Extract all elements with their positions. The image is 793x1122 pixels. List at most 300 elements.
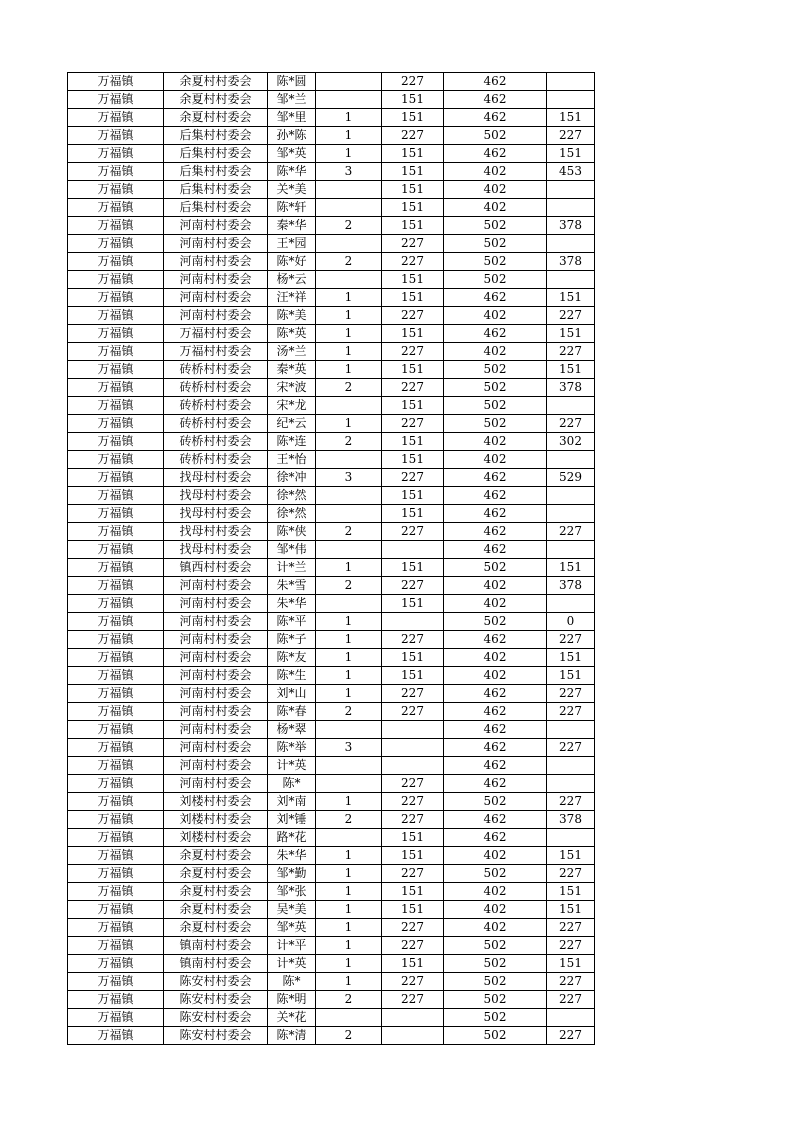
cell-amount-b: 462	[444, 145, 547, 163]
cell-name: 陈*	[268, 973, 316, 991]
cell-name: 汪*祥	[268, 289, 316, 307]
cell-count	[316, 91, 382, 109]
table-row	[68, 757, 595, 775]
cell-amount-a: 227	[382, 685, 444, 703]
table-row	[68, 523, 595, 541]
cell-count: 1	[316, 145, 382, 163]
table-row	[68, 289, 595, 307]
cell-total: 151	[547, 901, 595, 919]
cell-count: 3	[316, 469, 382, 487]
cell-amount-b: 502	[444, 397, 547, 415]
cell-amount-b: 462	[444, 109, 547, 127]
table-row	[68, 163, 595, 181]
cell-committee: 找母村村委会	[164, 487, 268, 505]
cell-amount-a: 227	[382, 415, 444, 433]
cell-count: 1	[316, 613, 382, 631]
cell-committee: 河南村村委会	[164, 253, 268, 271]
cell-amount-a	[382, 613, 444, 631]
cell-amount-b: 462	[444, 487, 547, 505]
cell-committee: 陈安村村委会	[164, 1009, 268, 1027]
cell-total: 0	[547, 613, 595, 631]
cell-name: 杨*云	[268, 271, 316, 289]
cell-name: 邹*里	[268, 109, 316, 127]
cell-count: 1	[316, 883, 382, 901]
cell-town: 万福镇	[68, 937, 164, 955]
cell-count: 1	[316, 973, 382, 991]
cell-town: 万福镇	[68, 811, 164, 829]
cell-amount-b: 402	[444, 919, 547, 937]
table-row	[68, 919, 595, 937]
cell-town: 万福镇	[68, 199, 164, 217]
cell-count	[316, 721, 382, 739]
cell-name: 计*平	[268, 937, 316, 955]
cell-committee: 后集村村委会	[164, 163, 268, 181]
table-row	[68, 307, 595, 325]
cell-count: 3	[316, 739, 382, 757]
cell-amount-a: 151	[382, 181, 444, 199]
cell-total	[547, 181, 595, 199]
table-row	[68, 793, 595, 811]
cell-town: 万福镇	[68, 145, 164, 163]
cell-committee: 镇南村村委会	[164, 955, 268, 973]
cell-count	[316, 829, 382, 847]
cell-amount-b: 462	[444, 505, 547, 523]
cell-amount-a	[382, 757, 444, 775]
cell-town: 万福镇	[68, 649, 164, 667]
cell-amount-b: 402	[444, 181, 547, 199]
cell-name: 邹*伟	[268, 541, 316, 559]
cell-amount-a: 151	[382, 109, 444, 127]
cell-count: 1	[316, 919, 382, 937]
cell-committee: 砖桥村村委会	[164, 379, 268, 397]
table-row	[68, 883, 595, 901]
cell-amount-b: 462	[444, 685, 547, 703]
cell-amount-b: 402	[444, 343, 547, 361]
cell-name: 朱*华	[268, 595, 316, 613]
table-row	[68, 145, 595, 163]
cell-committee: 陈安村村委会	[164, 973, 268, 991]
table-row	[68, 487, 595, 505]
table-row	[68, 469, 595, 487]
cell-count	[316, 451, 382, 469]
cell-amount-b: 402	[444, 649, 547, 667]
cell-amount-b: 462	[444, 469, 547, 487]
cell-name: 陈*友	[268, 649, 316, 667]
cell-committee: 河南村村委会	[164, 235, 268, 253]
cell-town: 万福镇	[68, 955, 164, 973]
cell-total: 227	[547, 127, 595, 145]
cell-committee: 镇西村村委会	[164, 559, 268, 577]
cell-total: 151	[547, 109, 595, 127]
table-row	[68, 451, 595, 469]
cell-amount-a: 151	[382, 361, 444, 379]
cell-name: 陈*春	[268, 703, 316, 721]
cell-count: 1	[316, 559, 382, 577]
cell-town: 万福镇	[68, 253, 164, 271]
cell-town: 万福镇	[68, 829, 164, 847]
cell-count	[316, 541, 382, 559]
cell-count: 2	[316, 577, 382, 595]
cell-count: 1	[316, 649, 382, 667]
cell-total	[547, 487, 595, 505]
cell-total	[547, 73, 595, 91]
cell-town: 万福镇	[68, 289, 164, 307]
cell-name: 陈*平	[268, 613, 316, 631]
cell-count: 2	[316, 379, 382, 397]
cell-count	[316, 757, 382, 775]
cell-committee: 河南村村委会	[164, 595, 268, 613]
cell-amount-a: 227	[382, 253, 444, 271]
cell-total	[547, 199, 595, 217]
table-row	[68, 829, 595, 847]
cell-town: 万福镇	[68, 991, 164, 1009]
cell-name: 刘*锤	[268, 811, 316, 829]
cell-name: 陈*侠	[268, 523, 316, 541]
cell-count	[316, 199, 382, 217]
cell-total	[547, 757, 595, 775]
cell-committee: 河南村村委会	[164, 289, 268, 307]
table-row	[68, 217, 595, 235]
cell-town: 万福镇	[68, 595, 164, 613]
cell-committee: 后集村村委会	[164, 127, 268, 145]
cell-amount-b: 502	[444, 865, 547, 883]
cell-count: 1	[316, 361, 382, 379]
cell-count: 1	[316, 685, 382, 703]
cell-total	[547, 829, 595, 847]
cell-amount-b: 402	[444, 595, 547, 613]
cell-committee: 余夏村村委会	[164, 919, 268, 937]
cell-count	[316, 73, 382, 91]
cell-town: 万福镇	[68, 73, 164, 91]
cell-town: 万福镇	[68, 235, 164, 253]
table-row	[68, 433, 595, 451]
cell-amount-b: 502	[444, 991, 547, 1009]
cell-name: 路*花	[268, 829, 316, 847]
table-row	[68, 721, 595, 739]
cell-town: 万福镇	[68, 973, 164, 991]
cell-name: 陈*美	[268, 307, 316, 325]
cell-count: 2	[316, 703, 382, 721]
cell-committee: 后集村村委会	[164, 145, 268, 163]
cell-amount-a	[382, 739, 444, 757]
cell-total: 151	[547, 325, 595, 343]
cell-amount-a: 151	[382, 955, 444, 973]
cell-total: 227	[547, 415, 595, 433]
cell-amount-b: 462	[444, 775, 547, 793]
cell-amount-b: 502	[444, 379, 547, 397]
cell-town: 万福镇	[68, 775, 164, 793]
table-row	[68, 541, 595, 559]
cell-committee: 找母村村委会	[164, 523, 268, 541]
cell-count	[316, 181, 382, 199]
cell-total: 227	[547, 703, 595, 721]
cell-total: 151	[547, 559, 595, 577]
cell-amount-a: 151	[382, 901, 444, 919]
cell-town: 万福镇	[68, 181, 164, 199]
cell-amount-a: 227	[382, 235, 444, 253]
cell-amount-a	[382, 721, 444, 739]
cell-amount-b: 402	[444, 163, 547, 181]
cell-name: 宋*波	[268, 379, 316, 397]
cell-name: 杨*翠	[268, 721, 316, 739]
cell-town: 万福镇	[68, 613, 164, 631]
cell-committee: 河南村村委会	[164, 649, 268, 667]
cell-name: 王*怡	[268, 451, 316, 469]
cell-name: 邹*兰	[268, 91, 316, 109]
cell-committee: 万福村村委会	[164, 343, 268, 361]
cell-total: 151	[547, 955, 595, 973]
cell-town: 万福镇	[68, 127, 164, 145]
cell-total: 227	[547, 739, 595, 757]
table-row	[68, 955, 595, 973]
cell-amount-b: 402	[444, 901, 547, 919]
cell-town: 万福镇	[68, 271, 164, 289]
cell-committee: 河南村村委会	[164, 577, 268, 595]
cell-amount-b: 502	[444, 253, 547, 271]
cell-amount-b: 502	[444, 613, 547, 631]
cell-committee: 镇南村村委会	[164, 937, 268, 955]
cell-amount-b: 462	[444, 739, 547, 757]
cell-name: 汤*兰	[268, 343, 316, 361]
cell-amount-a: 151	[382, 505, 444, 523]
cell-amount-b: 502	[444, 217, 547, 235]
cell-amount-a: 227	[382, 127, 444, 145]
cell-name: 邹*张	[268, 883, 316, 901]
cell-committee: 河南村村委会	[164, 307, 268, 325]
cell-committee: 河南村村委会	[164, 631, 268, 649]
cell-amount-b: 402	[444, 667, 547, 685]
cell-amount-a: 151	[382, 847, 444, 865]
table-row	[68, 361, 595, 379]
cell-town: 万福镇	[68, 739, 164, 757]
cell-town: 万福镇	[68, 325, 164, 343]
table-row	[68, 91, 595, 109]
cell-town: 万福镇	[68, 577, 164, 595]
cell-total	[547, 1009, 595, 1027]
cell-amount-b: 502	[444, 937, 547, 955]
cell-committee: 陈安村村委会	[164, 1027, 268, 1045]
cell-count	[316, 1009, 382, 1027]
cell-town: 万福镇	[68, 919, 164, 937]
cell-committee: 余夏村村委会	[164, 91, 268, 109]
cell-amount-b: 402	[444, 847, 547, 865]
cell-name: 计*英	[268, 757, 316, 775]
table-row	[68, 559, 595, 577]
cell-amount-a: 151	[382, 163, 444, 181]
cell-count: 1	[316, 109, 382, 127]
cell-name: 陈*好	[268, 253, 316, 271]
table-row	[68, 235, 595, 253]
cell-amount-a: 151	[382, 91, 444, 109]
cell-committee: 砖桥村村委会	[164, 397, 268, 415]
cell-count	[316, 595, 382, 613]
cell-amount-a	[382, 1009, 444, 1027]
cell-amount-a: 227	[382, 631, 444, 649]
cell-total: 227	[547, 631, 595, 649]
cell-amount-a: 227	[382, 919, 444, 937]
cell-amount-a: 227	[382, 307, 444, 325]
cell-town: 万福镇	[68, 703, 164, 721]
table-row	[68, 73, 595, 91]
cell-amount-a: 151	[382, 289, 444, 307]
table-row	[68, 613, 595, 631]
cell-total: 453	[547, 163, 595, 181]
cell-total: 227	[547, 1027, 595, 1045]
cell-committee: 刘楼村村委会	[164, 811, 268, 829]
cell-amount-a: 227	[382, 775, 444, 793]
data-table	[67, 72, 595, 1045]
cell-total: 529	[547, 469, 595, 487]
cell-total	[547, 595, 595, 613]
cell-name: 邹*英	[268, 145, 316, 163]
cell-name: 陈*举	[268, 739, 316, 757]
cell-amount-b: 402	[444, 307, 547, 325]
cell-name: 关*花	[268, 1009, 316, 1027]
cell-amount-a: 151	[382, 649, 444, 667]
cell-committee: 砖桥村村委会	[164, 415, 268, 433]
cell-count	[316, 397, 382, 415]
cell-amount-a: 227	[382, 973, 444, 991]
cell-total	[547, 451, 595, 469]
cell-amount-b: 502	[444, 127, 547, 145]
cell-count	[316, 235, 382, 253]
cell-name: 陈*圆	[268, 73, 316, 91]
cell-committee: 找母村村委会	[164, 505, 268, 523]
cell-amount-b: 502	[444, 415, 547, 433]
cell-amount-a: 151	[382, 829, 444, 847]
cell-total	[547, 775, 595, 793]
table-row	[68, 1009, 595, 1027]
cell-name: 纪*云	[268, 415, 316, 433]
cell-name: 徐*然	[268, 487, 316, 505]
table-row	[68, 271, 595, 289]
cell-town: 万福镇	[68, 343, 164, 361]
cell-name: 关*美	[268, 181, 316, 199]
cell-count: 1	[316, 325, 382, 343]
cell-amount-b: 402	[444, 451, 547, 469]
cell-amount-a: 151	[382, 217, 444, 235]
cell-amount-a: 227	[382, 937, 444, 955]
cell-total: 227	[547, 343, 595, 361]
table-row	[68, 775, 595, 793]
cell-total: 227	[547, 973, 595, 991]
cell-name: 秦*华	[268, 217, 316, 235]
cell-total: 227	[547, 685, 595, 703]
cell-committee: 找母村村委会	[164, 469, 268, 487]
cell-town: 万福镇	[68, 1027, 164, 1045]
cell-committee: 余夏村村委会	[164, 883, 268, 901]
cell-name: 陈*生	[268, 667, 316, 685]
cell-town: 万福镇	[68, 163, 164, 181]
cell-town: 万福镇	[68, 307, 164, 325]
cell-total	[547, 397, 595, 415]
cell-committee: 陈安村村委会	[164, 991, 268, 1009]
cell-name: 邹*英	[268, 919, 316, 937]
cell-name: 邹*勤	[268, 865, 316, 883]
cell-town: 万福镇	[68, 901, 164, 919]
cell-total: 151	[547, 145, 595, 163]
cell-total: 227	[547, 937, 595, 955]
cell-total: 227	[547, 919, 595, 937]
cell-committee: 河南村村委会	[164, 739, 268, 757]
cell-count: 1	[316, 289, 382, 307]
cell-amount-a: 151	[382, 145, 444, 163]
cell-town: 万福镇	[68, 361, 164, 379]
table-row	[68, 325, 595, 343]
cell-count: 1	[316, 631, 382, 649]
cell-count: 2	[316, 433, 382, 451]
cell-name: 徐*冲	[268, 469, 316, 487]
cell-town: 万福镇	[68, 559, 164, 577]
table-row	[68, 631, 595, 649]
cell-amount-b: 502	[444, 1027, 547, 1045]
table-body	[68, 73, 595, 1045]
cell-total	[547, 271, 595, 289]
cell-committee: 余夏村村委会	[164, 865, 268, 883]
table-row	[68, 577, 595, 595]
cell-town: 万福镇	[68, 757, 164, 775]
cell-count: 2	[316, 253, 382, 271]
cell-total: 151	[547, 361, 595, 379]
cell-amount-b: 462	[444, 703, 547, 721]
cell-amount-b: 462	[444, 721, 547, 739]
cell-amount-a	[382, 1027, 444, 1045]
cell-town: 万福镇	[68, 415, 164, 433]
cell-name: 徐*然	[268, 505, 316, 523]
table-row	[68, 865, 595, 883]
cell-committee: 河南村村委会	[164, 271, 268, 289]
table-row	[68, 199, 595, 217]
cell-committee: 找母村村委会	[164, 541, 268, 559]
cell-amount-b: 462	[444, 829, 547, 847]
cell-amount-b: 502	[444, 973, 547, 991]
cell-amount-b: 462	[444, 757, 547, 775]
cell-total: 151	[547, 883, 595, 901]
cell-committee: 砖桥村村委会	[164, 433, 268, 451]
cell-amount-b: 502	[444, 955, 547, 973]
cell-amount-a: 151	[382, 595, 444, 613]
cell-amount-a: 151	[382, 559, 444, 577]
cell-total: 227	[547, 307, 595, 325]
cell-total	[547, 505, 595, 523]
cell-amount-b: 462	[444, 91, 547, 109]
table-row	[68, 253, 595, 271]
cell-amount-a: 151	[382, 667, 444, 685]
cell-town: 万福镇	[68, 379, 164, 397]
cell-amount-b: 462	[444, 289, 547, 307]
cell-town: 万福镇	[68, 541, 164, 559]
cell-total: 151	[547, 289, 595, 307]
cell-amount-a: 151	[382, 451, 444, 469]
cell-committee: 河南村村委会	[164, 613, 268, 631]
cell-committee: 河南村村委会	[164, 757, 268, 775]
cell-amount-b: 502	[444, 271, 547, 289]
cell-count: 3	[316, 163, 382, 181]
table-row	[68, 1027, 595, 1045]
cell-count: 1	[316, 847, 382, 865]
cell-name: 计*兰	[268, 559, 316, 577]
cell-total: 302	[547, 433, 595, 451]
cell-committee: 后集村村委会	[164, 199, 268, 217]
cell-total: 151	[547, 649, 595, 667]
cell-town: 万福镇	[68, 1009, 164, 1027]
cell-name: 刘*南	[268, 793, 316, 811]
cell-name: 吴*美	[268, 901, 316, 919]
table-row	[68, 379, 595, 397]
table-row	[68, 127, 595, 145]
cell-amount-a: 227	[382, 73, 444, 91]
cell-total: 227	[547, 793, 595, 811]
